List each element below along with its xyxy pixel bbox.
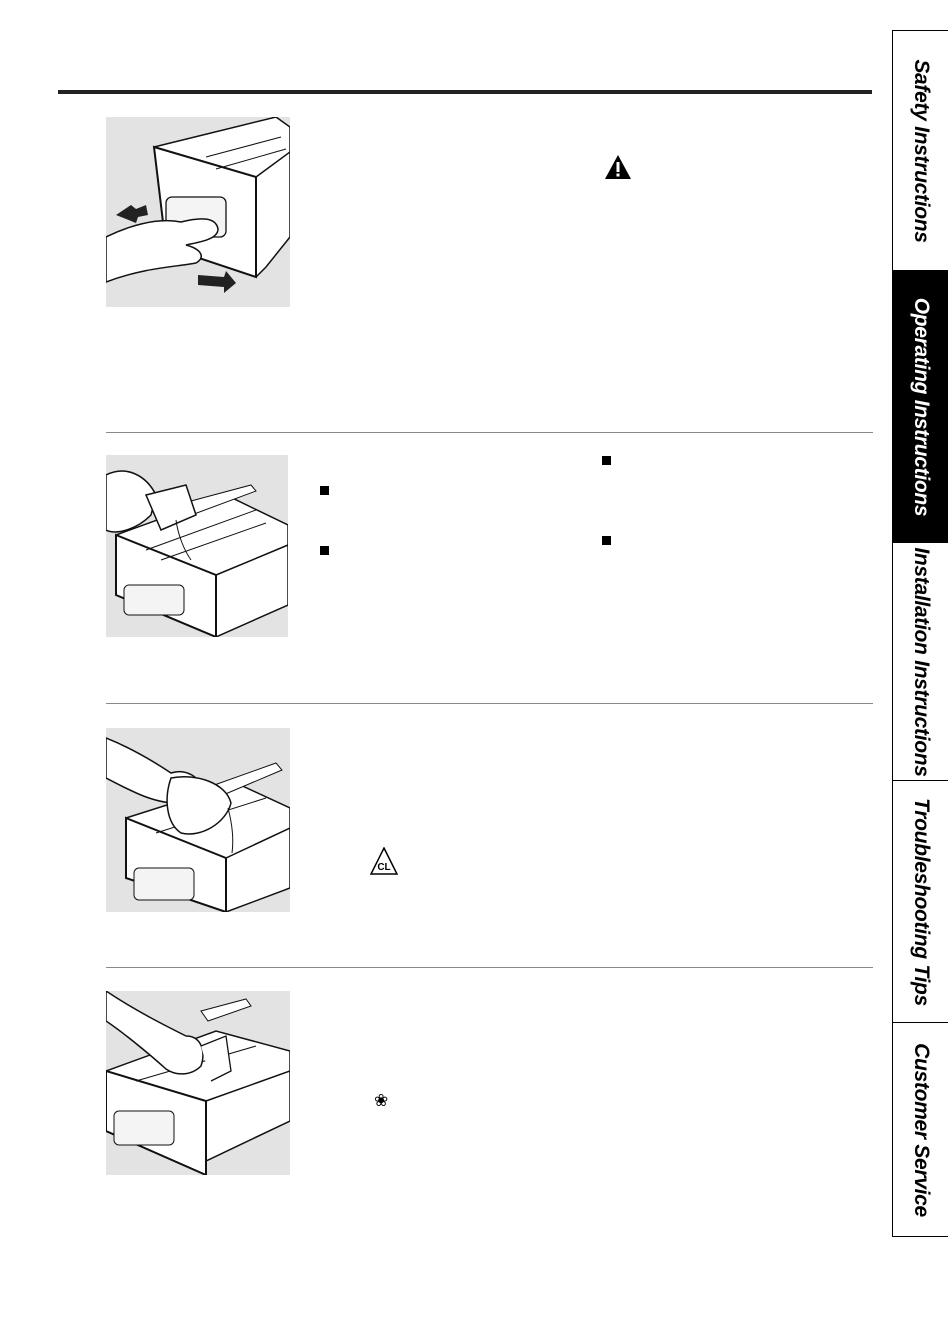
tab-safety-instructions[interactable]: [893, 31, 948, 271]
section-divider: [106, 967, 873, 968]
section-tabs: [892, 30, 948, 1237]
bleach-dispenser-illustration: [106, 728, 290, 912]
square-bullet-icon: [602, 456, 611, 465]
tab-operating-instructions[interactable]: [893, 271, 948, 543]
fabric-softener-icon: ❀: [374, 1091, 389, 1111]
tab-label: Troubleshooting Tips: [909, 797, 933, 1006]
tab-customer-service[interactable]: [893, 1023, 948, 1236]
tab-label: Installation Instructions: [909, 546, 933, 777]
square-bullet-icon: [320, 546, 329, 555]
square-bullet-icon: [320, 486, 329, 495]
tab-label: Customer Service: [909, 1042, 933, 1217]
tab-troubleshooting-tips[interactable]: [893, 781, 948, 1023]
square-bullet-icon: [602, 536, 611, 545]
tab-installation-instructions[interactable]: [893, 543, 948, 781]
bleach-symbol-label: CL: [377, 862, 391, 873]
detergent-dispenser-illustration: [106, 455, 288, 637]
section-divider: [106, 703, 873, 704]
softener-dispenser-illustration: [106, 991, 290, 1175]
tab-label: Operating Instructions: [909, 297, 933, 516]
header-rule: [58, 90, 872, 94]
dispenser-drawer-illustration: [106, 117, 290, 307]
section-divider: [106, 432, 873, 433]
warning-triangle-icon: [604, 154, 632, 180]
tab-label: Safety Instructions: [909, 58, 933, 243]
chlorine-bleach-icon: [370, 847, 398, 880]
